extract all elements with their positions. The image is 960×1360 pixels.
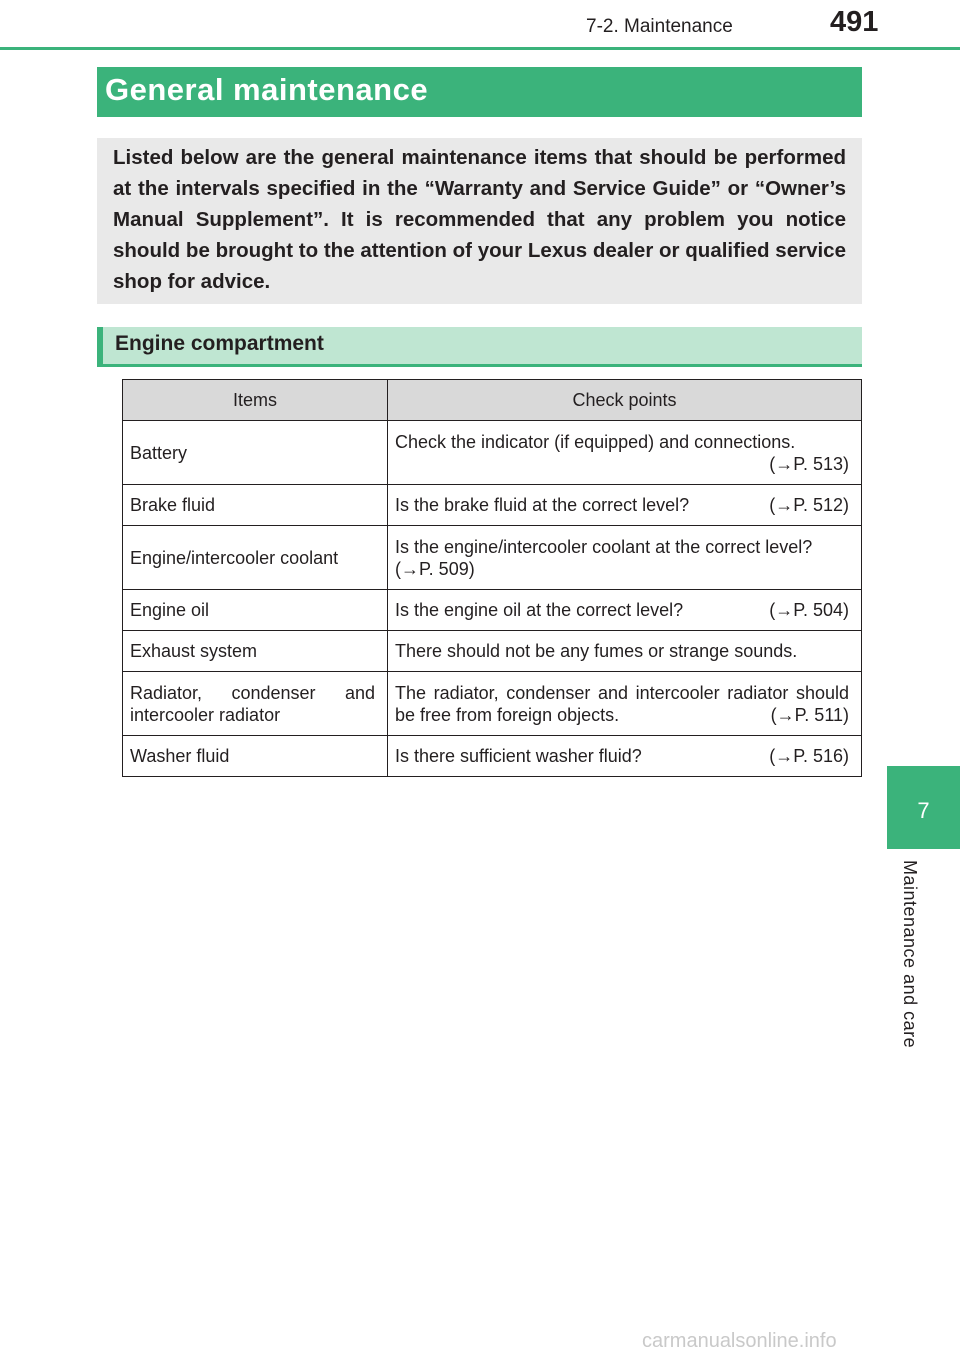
- page-reference: (→P. 511): [770, 704, 849, 725]
- check-text-content: The radiator, condenser and intercooler radiator should be free from foreign objects.: [395, 682, 849, 725]
- subheading: Engine compartment: [97, 327, 862, 367]
- chapter-label: Maintenance and care: [900, 860, 920, 1049]
- item-cell: Washer fluid: [123, 736, 388, 777]
- maintenance-table: [122, 379, 862, 777]
- item-cell: Radiator, condenser and intercooler radiator: [123, 672, 388, 736]
- check-text: There should not be any fumes or strange sounds.: [395, 641, 798, 661]
- item-cell: Battery: [123, 421, 388, 485]
- section-title: 7-2. Maintenance: [586, 16, 733, 37]
- intro-paragraph: Listed below are the general maintenance items that should be performed at the intervals specified in the “Warranty and Service Guide” or “Owner’s Manual Supplement”. It is recommended that any problem you notice should be brought to the attention of your Lexus dealer or qualified service shop for advice.: [97, 138, 862, 304]
- check-cell: [388, 526, 862, 590]
- page-reference: (→P. 516): [769, 746, 849, 766]
- table-row: [123, 485, 862, 526]
- check-cell: [388, 485, 862, 526]
- check-text: [395, 682, 849, 726]
- check-text: Is the brake fluid at the correct level?: [395, 495, 690, 515]
- item-cell: Engine/intercooler coolant: [123, 526, 388, 590]
- check-text: Is the engine oil at the correct level?: [395, 600, 684, 620]
- column-header-items: Items: [123, 380, 388, 421]
- check-cell: [388, 736, 862, 777]
- column-header-check-points: Check points: [388, 380, 862, 421]
- check-cell: [388, 421, 862, 485]
- item-cell: Exhaust system: [123, 631, 388, 672]
- item-cell: Brake fluid: [123, 485, 388, 526]
- check-text: Is there sufficient washer fluid?: [395, 746, 642, 766]
- page-header: [0, 0, 960, 50]
- check-cell: [388, 672, 862, 736]
- check-cell: [388, 590, 862, 631]
- page-title: General maintenance: [97, 67, 862, 117]
- page-reference: (→P. 513): [769, 453, 849, 474]
- page-reference: (→P. 512): [769, 495, 849, 515]
- table-row: [123, 590, 862, 631]
- table-header-row: [123, 380, 862, 421]
- header-rule: [0, 47, 960, 50]
- watermark: carmanualsonline.info: [642, 1330, 837, 1352]
- check-text: Check the indicator (if equipped) and connections.: [395, 431, 796, 452]
- check-cell: [388, 631, 862, 672]
- table-row: [123, 421, 862, 485]
- table-row: [123, 526, 862, 590]
- page-reference: (→P. 509): [395, 558, 475, 579]
- chapter-tab: 7: [887, 766, 960, 849]
- table-row: [123, 672, 862, 736]
- table-row: [123, 631, 862, 672]
- page-reference: (→P. 504): [769, 600, 849, 620]
- page-number: 491: [830, 6, 879, 38]
- table-row: [123, 736, 862, 777]
- check-text: Is the engine/intercooler coolant at the correct level?: [395, 536, 813, 557]
- item-cell: Engine oil: [123, 590, 388, 631]
